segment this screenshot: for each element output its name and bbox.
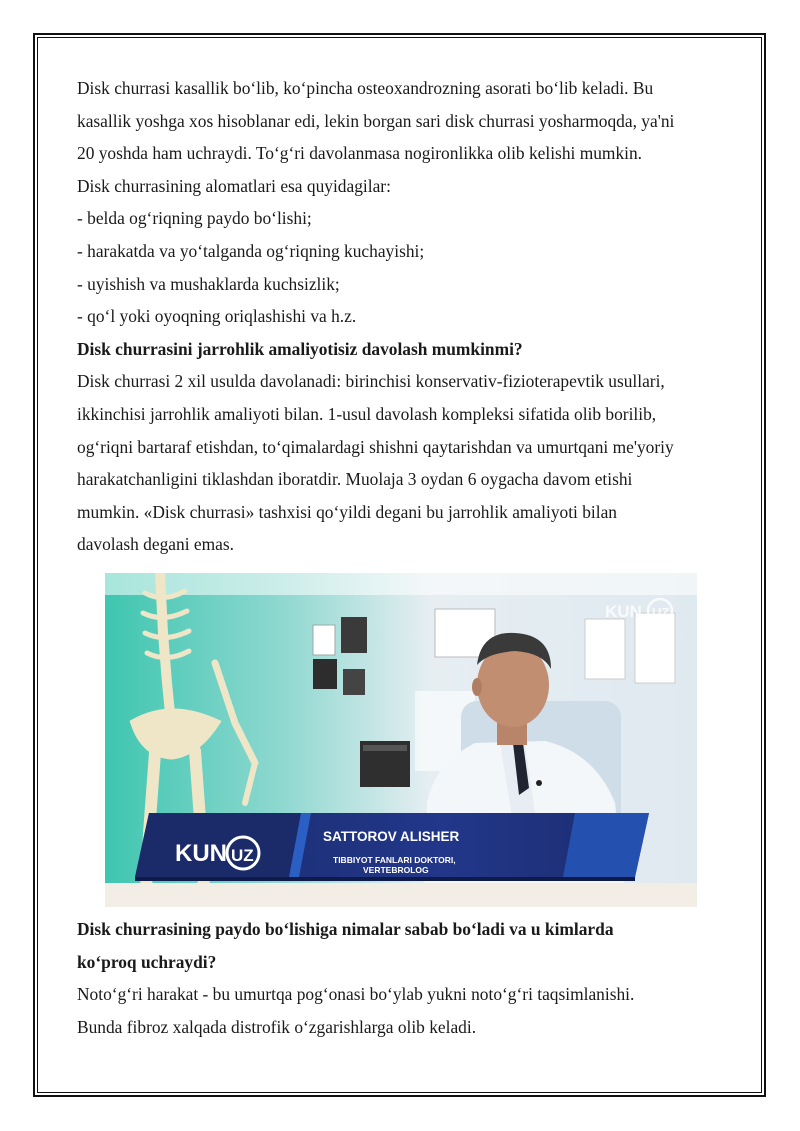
text-line: 20 yoshda ham uchraydi. To‘g‘ri davolanmasa nogironlikka olib kelishi mumkin. [77, 143, 643, 164]
svg-text:UZ: UZ [231, 845, 254, 865]
text-line: Disk churrasining alomatlari esa quyidagilar: [77, 175, 391, 196]
text-line: Bunda fibroz xalqada distrofik o‘zgarishlarga olib keladi. [77, 1016, 477, 1037]
text-line: Noto‘g‘ri harakat - bu umurtqa pog‘onasi bo‘ylab yukni noto‘g‘ri taqsimlanishi. [77, 984, 635, 1005]
list-item: - belda og‘riqning paydo bo‘lishi; [77, 208, 312, 229]
list-item: - uyishish va mushaklarda kuchsizlik; [77, 273, 340, 294]
cause-paragraph [77, 978, 729, 1043]
svg-text:KUN: KUN [605, 601, 642, 621]
text-line: davolash degani emas. [77, 534, 234, 555]
text-line: Disk churrasi 2 xil usulda davolanadi: birinchisi konservativ-fizioterapevtik usullari, [77, 371, 665, 392]
svg-text:UZ: UZ [652, 604, 670, 620]
section-heading: Disk churrasini jarrohlik amaliyotisiz davolash mumkinmi? [77, 338, 523, 359]
treatment-paragraph [77, 365, 729, 561]
section-heading: ko‘proq uchraydi? [77, 951, 217, 972]
text-line: og‘riqni bartaraf etishdan, to‘qimalardagi shishni qaytarishdan va umurtqani me'yoriy [77, 436, 674, 457]
video-still-image [105, 573, 697, 907]
text-line: harakatchanligini tiklashdan iboratdir. Muolaja 3 oydan 6 oygacha davom etishi [77, 469, 633, 490]
intro-paragraph [77, 72, 729, 333]
section-heading: Disk churrasining paydo bo‘lishiga nimalar sabab bo‘ladi va u kimlarda [77, 918, 614, 939]
list-item: - qo‘l yoki oyoqning oriqlashishi va h.z. [77, 306, 357, 327]
text-line: Disk churrasi kasallik bo‘lib, ko‘pincha osteoxandrozning asorati bo‘lib keladi. Bu [77, 78, 654, 98]
document-body [77, 72, 729, 1043]
text-line: mumkin. «Disk churrasi» tashxisi qo‘yildi degani bu jarrohlik amaliyoti bilan [77, 501, 617, 522]
caption-title-2: VERTEBROLOG [363, 864, 429, 875]
caption-name: SATTOROV ALISHER [323, 828, 460, 844]
list-item: - harakatda va yo‘talganda og‘riqning kuchayishi; [77, 240, 425, 261]
text-line: ikkinchisi jarrohlik amaliyoti bilan. 1-usul davolash kompleksi sifatida olib borilib, [77, 403, 657, 424]
caption-title-1: TIBBIYOT FANLARI DOKTORI, [333, 854, 456, 865]
svg-text:KUN: KUN [175, 839, 227, 867]
text-line: kasallik yoshga xos hisoblanar edi, lekin borgan sari disk churrasi yosharmoqda, ya'ni [77, 110, 675, 131]
cause-heading [77, 913, 729, 978]
